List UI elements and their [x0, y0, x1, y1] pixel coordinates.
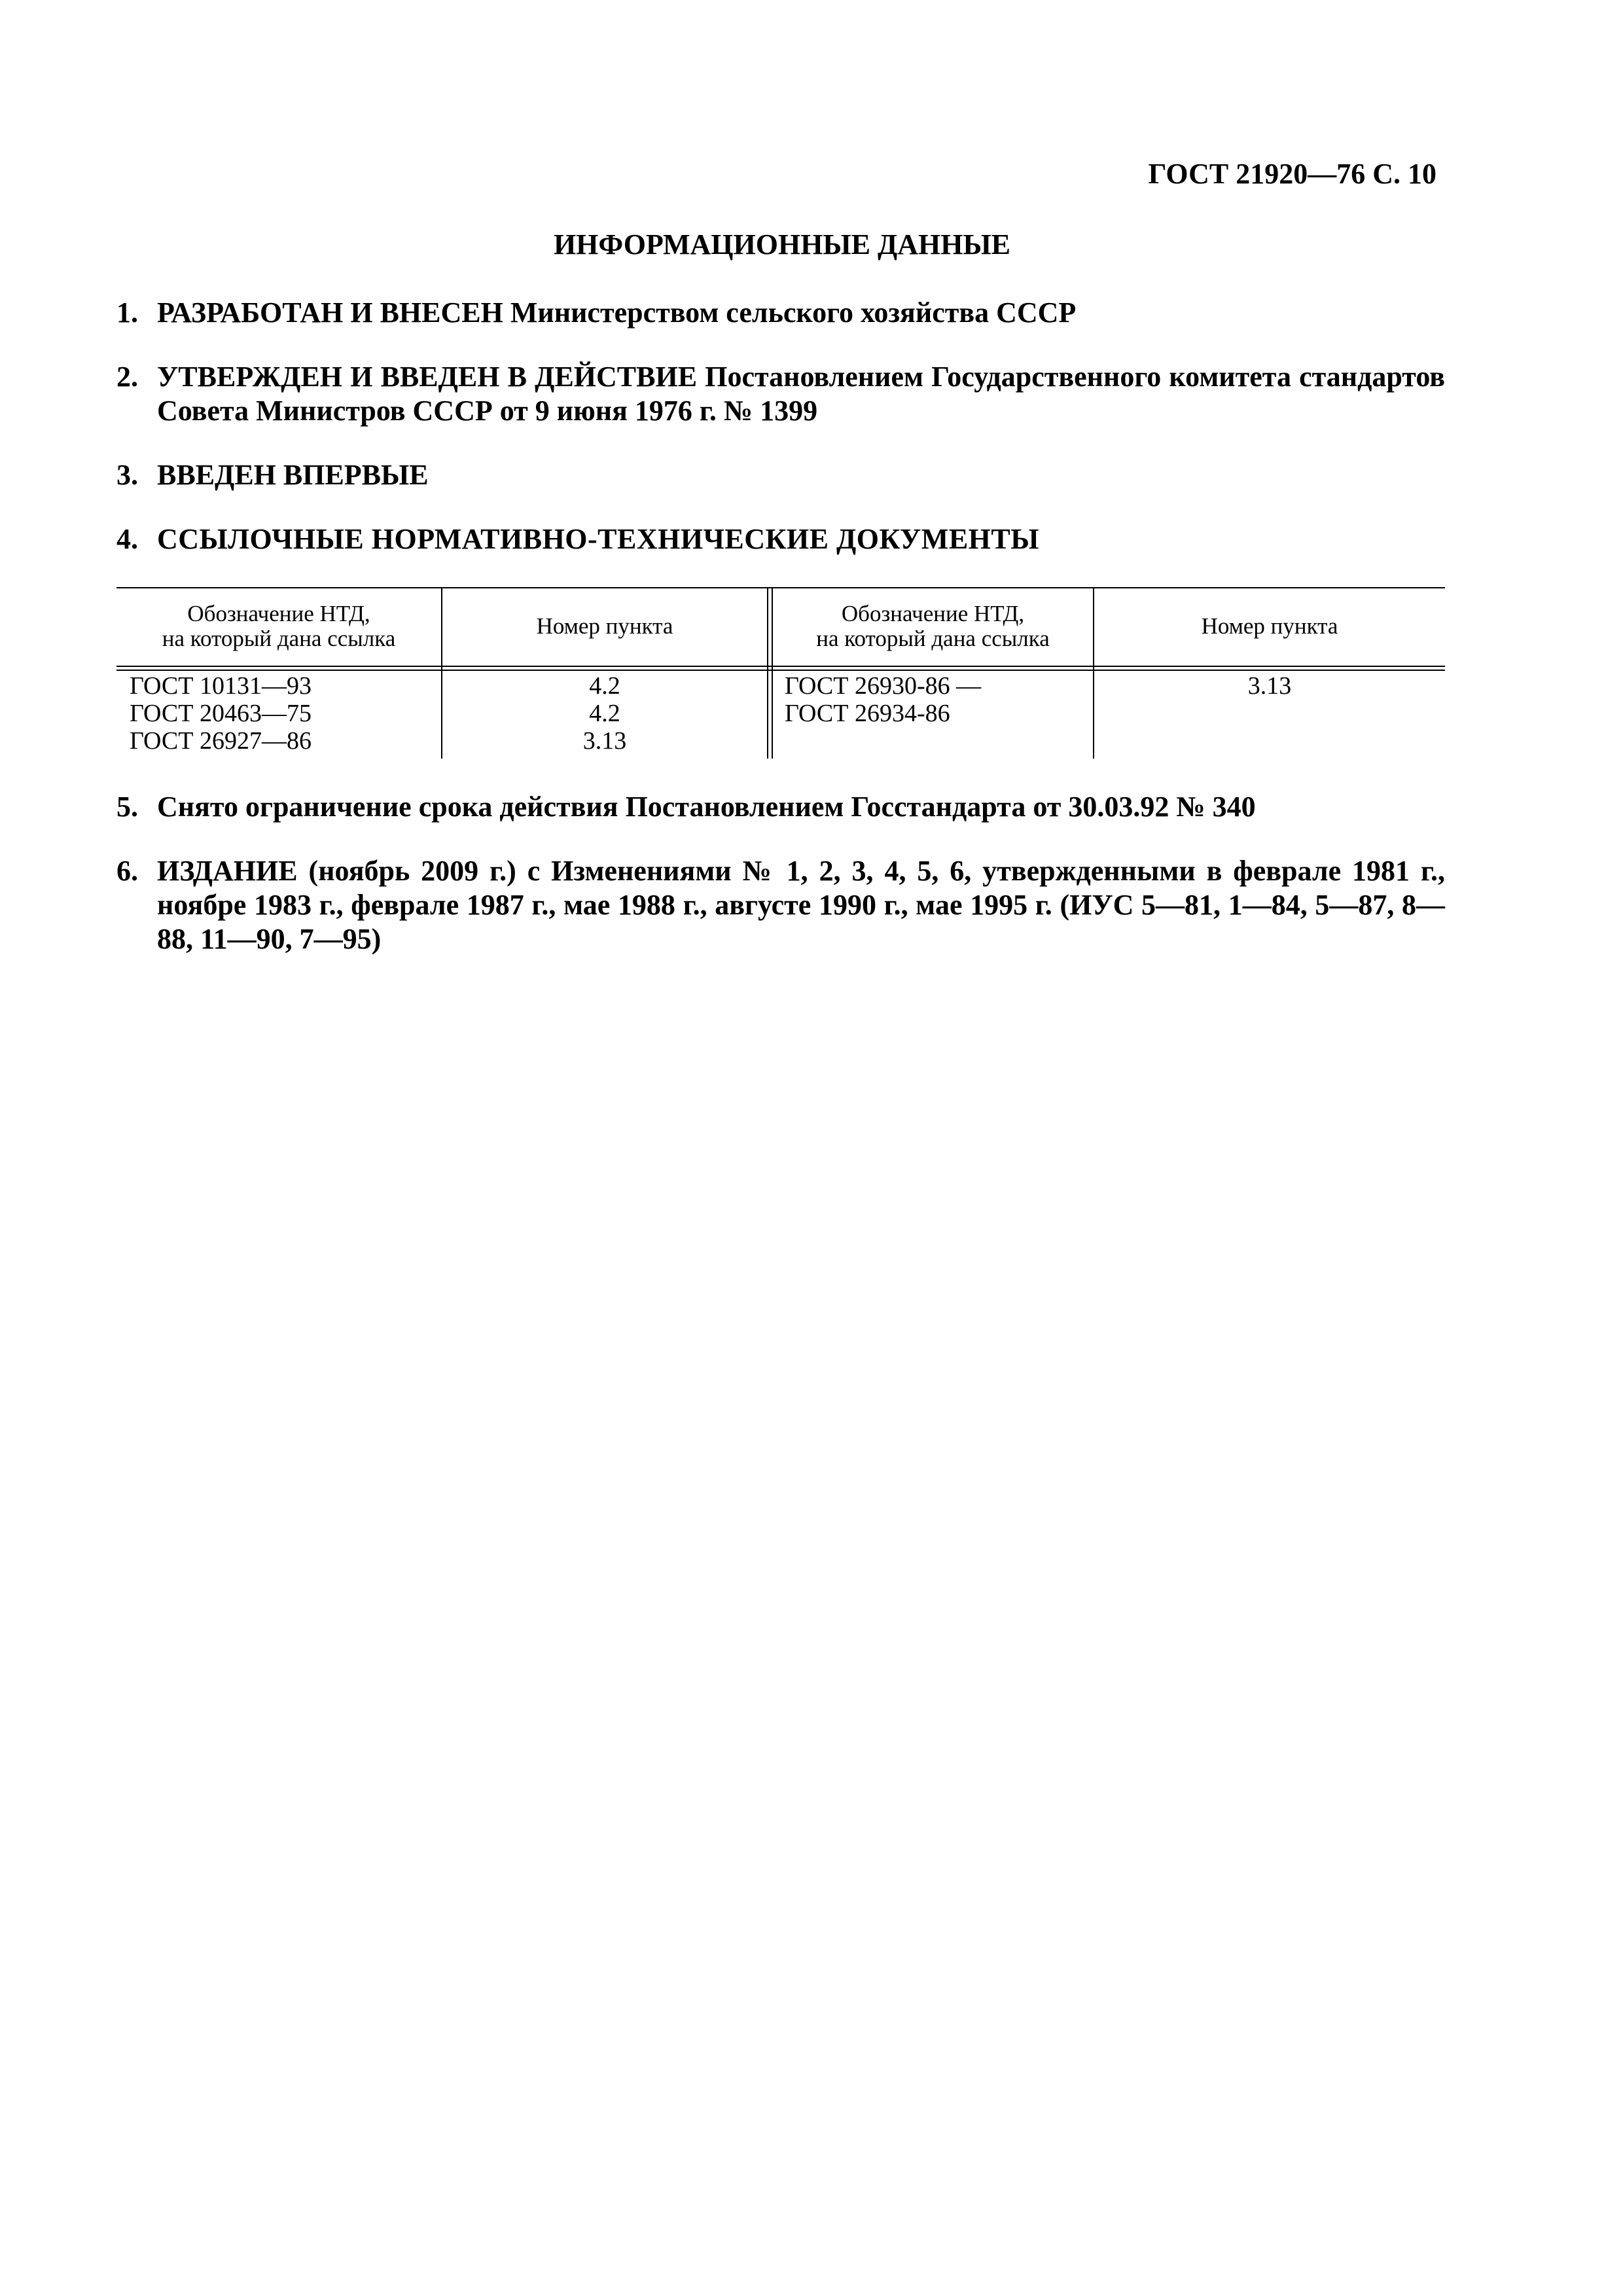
table-cell-clause: 3.13: [582, 727, 627, 755]
table-cell-document: ГОСТ 26934-86: [785, 700, 950, 727]
table-cell-document: ГОСТ 10131—93: [130, 672, 312, 700]
table-column-divider: [767, 587, 768, 759]
item-text: РАЗРАБОТАН И ВНЕСЕН Министерством сельского хозяйства СССР: [157, 296, 1077, 329]
right-documents-cell: [785, 672, 1092, 727]
header-designation-left: [116, 587, 441, 666]
table-cell-clause: 4.2: [589, 700, 620, 727]
header-designation-right: [773, 587, 1093, 666]
item-number: 1.: [116, 296, 138, 329]
header-clause-label: Номер пункта: [1201, 613, 1338, 639]
info-item-5: [116, 790, 1445, 824]
item-number: 2.: [116, 361, 138, 393]
table-cell-clause: 4.2: [589, 672, 620, 700]
left-documents-cell: [130, 672, 437, 755]
table-header-rule: [116, 666, 1445, 667]
table-cell-document: ГОСТ 26927—86: [130, 727, 312, 755]
header-clause-left: [442, 587, 767, 666]
right-clauses-cell: [1094, 672, 1445, 700]
header-designation-line1: Обозначение НТД,: [841, 601, 1025, 626]
info-item-2: [116, 360, 1445, 428]
left-clauses-cell: [442, 672, 767, 755]
item-text: Снято ограничение срока действия Постановлением Госстандарта от 30.03.92 № 340: [157, 791, 1256, 823]
info-item-3: [116, 458, 1445, 492]
info-item-1: [116, 296, 1445, 330]
page-header: ГОСТ 21920—76 С. 10: [1148, 158, 1436, 190]
table-cell-clause: 3.13: [1247, 672, 1292, 700]
item-number: 5.: [116, 791, 138, 823]
header-clause-right: [1094, 587, 1445, 666]
item-number: 4.: [116, 523, 138, 555]
item-text: ВВЕДЕН ВПЕРВЫЕ: [157, 459, 429, 491]
item-text: ИЗДАНИЕ (ноябрь 2009 г.) с Изменениями № 1, 2, 3, 4, 5, 6, утвержденными в феврале 1981 г., ноябре 1983 г., феврале 1987 г., мае 1988 г., августе 1990 г., мае 1995 г. (ИУС 5—81, 1—84, 5—87, 8—88, 11—90, 7—95): [157, 855, 1445, 955]
reference-documents-table: [116, 587, 1445, 759]
document-title: ИНФОРМАЦИОННЫЕ ДАННЫЕ: [553, 228, 1011, 260]
table-header-rule-double: [116, 670, 1445, 671]
item-number: 3.: [116, 459, 138, 491]
item-text: ССЫЛОЧНЫЕ НОРМАТИВНО-ТЕХНИЧЕСКИЕ ДОКУМЕНТЫ: [157, 523, 1039, 555]
item-text: УТВЕРЖДЕН И ВВЕДЕН В ДЕЙСТВИЕ Постановлением Государственного комитета стандартов Совета Министров СССР от 9 июня 1976 г. № 1399: [157, 361, 1445, 427]
header-designation-line1: Обозначение НТД,: [187, 601, 370, 626]
header-designation-line2: на который дана ссылка: [162, 626, 396, 651]
info-item-4: [116, 522, 1445, 556]
header-designation-line2: на который дана ссылка: [816, 626, 1050, 651]
table-cell-document: ГОСТ 20463—75: [130, 700, 312, 727]
item-number: 6.: [116, 855, 138, 887]
info-item-6: [116, 854, 1445, 956]
table-cell-document: ГОСТ 26930-86 —: [785, 672, 982, 700]
header-clause-label: Номер пункта: [536, 613, 673, 639]
